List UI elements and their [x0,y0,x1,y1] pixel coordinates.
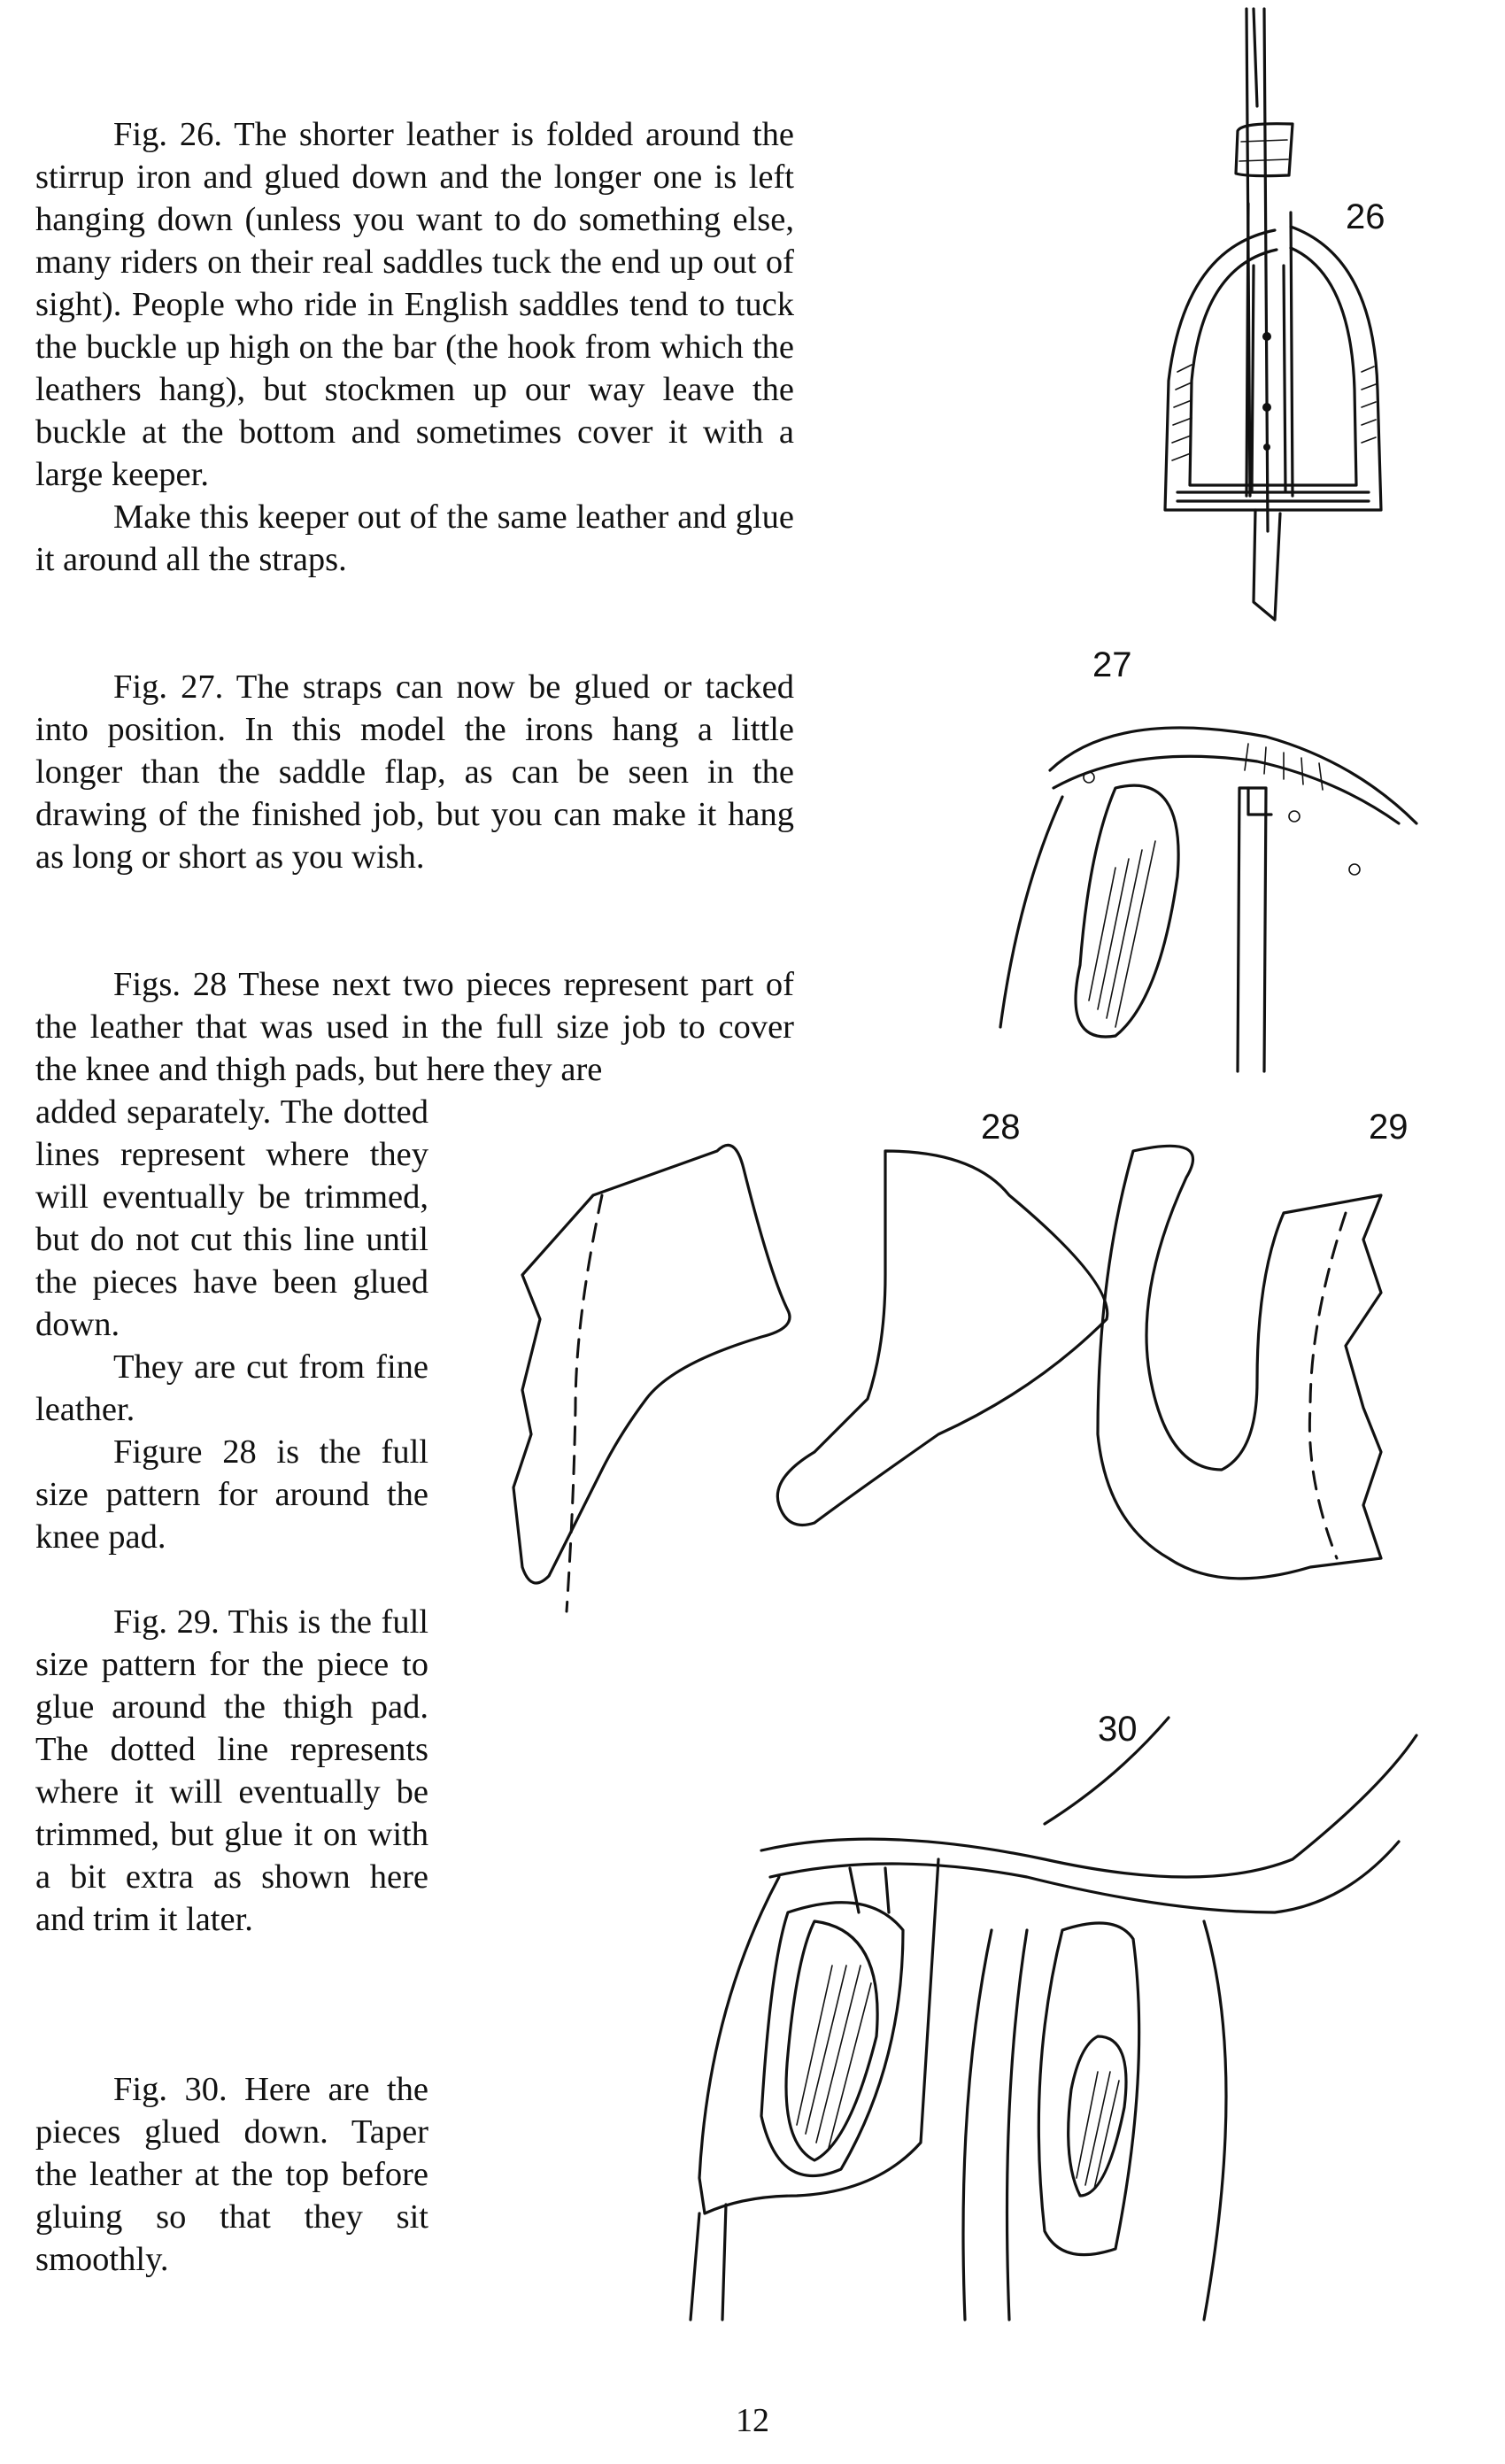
text-fig-26-b: Make this keeper out of the same leather and glue it around all the straps. [35,498,794,578]
text-fig-29: Fig. 29. This is the full size pattern for the piece to glue around the thigh pad. The dotted line represents where it will eventually be trimmed, but glue it on with a bit extra as shown here and trim it later. [35,1603,428,1938]
text-fig-30: Fig. 30. Here are the pieces glued down. Taper the leather at the top before gluing so that they sit smoothly. [35,2071,428,2278]
paragraph-fig-30 [35,2068,428,2281]
label-fig-27: 27 [1092,646,1132,684]
paragraph-fig-28-intro [35,963,794,1091]
text-fig-27: Fig. 27. The straps can now be glued or tacked into position. In this model the irons hang a little longer than the saddle flap, as can be seen in the drawing of the finished job, but you can make it hang as long or short as you wish. [35,668,794,876]
label-fig-28: 28 [981,1108,1021,1147]
text-fig-28-a: added separately. The dotted lines represent where they will eventually be trimmed, but do not cut this line until the pieces have been glued down. [35,1093,428,1343]
paragraph-fig-28 [35,1091,428,1558]
label-fig-26: 26 [1346,197,1385,236]
paragraph-fig-29 [35,1601,428,1941]
figure-30-finished-saddle [673,1700,1452,2391]
figure-28-29-patterns [496,1098,1434,1647]
text-fig-28-c: Figure 28 is the full size pattern for around the knee pad. [35,1433,428,1556]
figure-27-saddle-straps [983,646,1434,1089]
text-fig-28-b: They are cut from fine leather. [35,1348,428,1428]
label-fig-29: 29 [1369,1108,1409,1147]
label-fig-30: 30 [1098,1710,1138,1749]
paragraph-fig-27 [35,666,794,878]
text-fig-26-a: Fig. 26. The shorter leather is folded around the stirrup iron and glued down and the longer one is left hanging down (unless you want to do something else, many riders on their real saddles tuck the end up out of sight). People who ride in English saddles tend to tuck the buckle up high on the bar (the hook from which the leathers hang), but stockmen up our way leave the buckle at the bottom and sometimes cover it with a large keeper. [35,116,794,493]
figure-26-stirrup [1142,0,1434,646]
paragraph-fig-26 [35,113,794,581]
page-number: 12 [736,2402,769,2439]
text-fig-28-intro: Figs. 28 These next two pieces represent part of the leather that was used in the full size job to cover the knee and thigh pads, but here they are [35,966,794,1088]
